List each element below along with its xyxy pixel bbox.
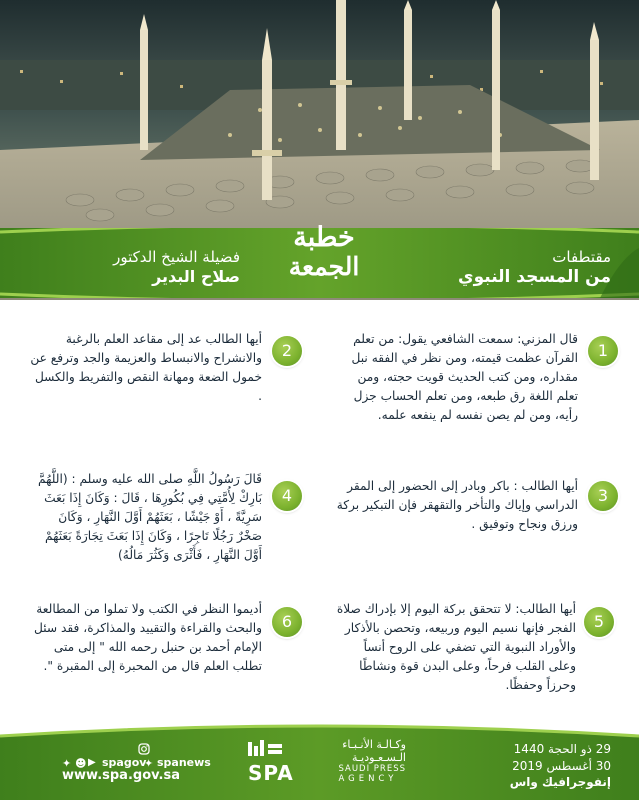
agency-name-english [338, 764, 406, 784]
banner-source-title [458, 248, 611, 288]
item-5-text: أيها الطالب: لا تتحقق بركة اليوم إلا بإدراك صلاة الفجر فإنها نسيم اليوم وربيعه، وتحصن بالأذكار والأوراد النبوية التي تضفي على الروح أنساً وعلى القلب فرحاً، وعلى البدن قوة ونشاطًا وحرزاً وحفظًا. [336, 602, 576, 692]
logo-word-2: الجمعة [288, 252, 360, 281]
instagram-icon[interactable] [138, 743, 150, 755]
item-4-text: قَالَ رَسُولُ اللَّهِ صلى الله عليه وسلم : (اللَّهُمَّ بَارِكْ لِأُمَّتِي فِي بُكُورِهَا ، قَالَ : وَكَانَ إِذَا بَعَثَ سَرِيَّةً ، أَوْ جَيْشًا ، بَعَثَهُمْ أَوَّلَ النَّهَارِ ، وَكَانَ صَخْرٌ رَجُلًا تَاجِرًا ، وَكَانَ إِذَا بَعَثَ تِجَارَةً بَعَثَهُمْ أَوَّلَ النَّهَارِ ، فَأَثْرَى وَكَثُرَ مَالُهُ) [38, 472, 262, 562]
item-number-5: 5 [584, 607, 614, 637]
banner-speaker-title [70, 248, 240, 288]
website-link[interactable]: www.spa.gov.sa [62, 768, 180, 783]
item-number-2: 2 [272, 336, 302, 366]
item-number-6: 6 [272, 607, 302, 637]
banner-source-line2: من المسجد النبوي [458, 267, 611, 287]
social-handle-spagov[interactable]: spagov [102, 756, 147, 769]
agency-ar-line2: الـسـعـوديـة [352, 751, 406, 764]
item-4 [30, 470, 262, 565]
item-2 [30, 330, 262, 406]
footer-date-hijri: 29 ذو الحجة 1440 [513, 742, 611, 756]
item-6-text: أديموا النظر في الكتب ولا تملوا من المطالعة والبحث والقراءة والتقييد والمذاكرة، فقد سئل الإمام أحمد بن حنبل رحمه الله " إلى متى تطلب العلم قال من المحبرة إلى المقبرة ". [34, 602, 262, 673]
spa-mark-text: SPA [248, 761, 294, 785]
banner-source-line1: مقتطفات [552, 248, 611, 266]
friday-sermon-logo [262, 222, 386, 294]
item-number-4: 4 [272, 481, 302, 511]
agency-ar-line1: وكـالـة الأنـبـاء [342, 738, 406, 751]
speaker-name: صلاح البدير [152, 267, 240, 286]
item-1-text: قال المزني: سمعت الشافعي يقول: من تعلم القرآن عظمت قيمته، ومن نظر في الفقه نبل مقداره، ومن كتب الحديث قويت حجته، ومن تعلم اللغة رق طبعه، ومن تعلم الحساب جزل رأيه، ومن لم يصن نفسه لم ينفعه علمه. [351, 332, 578, 422]
twitter-icon-2[interactable]: ✦ [144, 757, 154, 770]
item-number-3: 3 [588, 481, 618, 511]
item-6 [30, 600, 262, 676]
item-5 [336, 600, 576, 695]
agency-name-arabic [342, 738, 406, 764]
speaker-honorific: فضيلة الشيخ الدكتور [113, 248, 240, 266]
agency-en-line1: SAUDI PRESS [338, 764, 406, 774]
agency-en-line2: AGENCY [338, 774, 398, 784]
footer-date-gregorian: 30 أغسطس 2019 [512, 759, 611, 773]
item-1 [336, 330, 578, 425]
item-3-text: أيها الطالب : باكر وبادر إلى الحضور إلى المقر الدراسي وإياك والتأخر والتقهقر فإن التبكير بركة ورزق ونجاح وتوفيق . [336, 479, 578, 531]
item-number-1: 1 [588, 336, 618, 366]
item-3 [336, 477, 578, 534]
snapchat-icon[interactable]: ☻ [75, 757, 87, 770]
twitter-icon[interactable]: ✦ [62, 757, 72, 770]
footer-credit: إنفوجرافيك واس [509, 775, 611, 789]
logo-word-1: خطبة [293, 222, 355, 253]
spa-logo [246, 738, 406, 790]
youtube-icon[interactable]: ▶ [88, 757, 96, 768]
social-handle-spanews[interactable]: spanews [157, 756, 211, 769]
item-2-text: أيها الطالب عد إلى مقاعد العلم بالرغبة والانشراح والانبساط والعزيمة والجد وترفع عن خمول الضعة ومهانة النقص والتفريط والكسل . [30, 332, 262, 403]
